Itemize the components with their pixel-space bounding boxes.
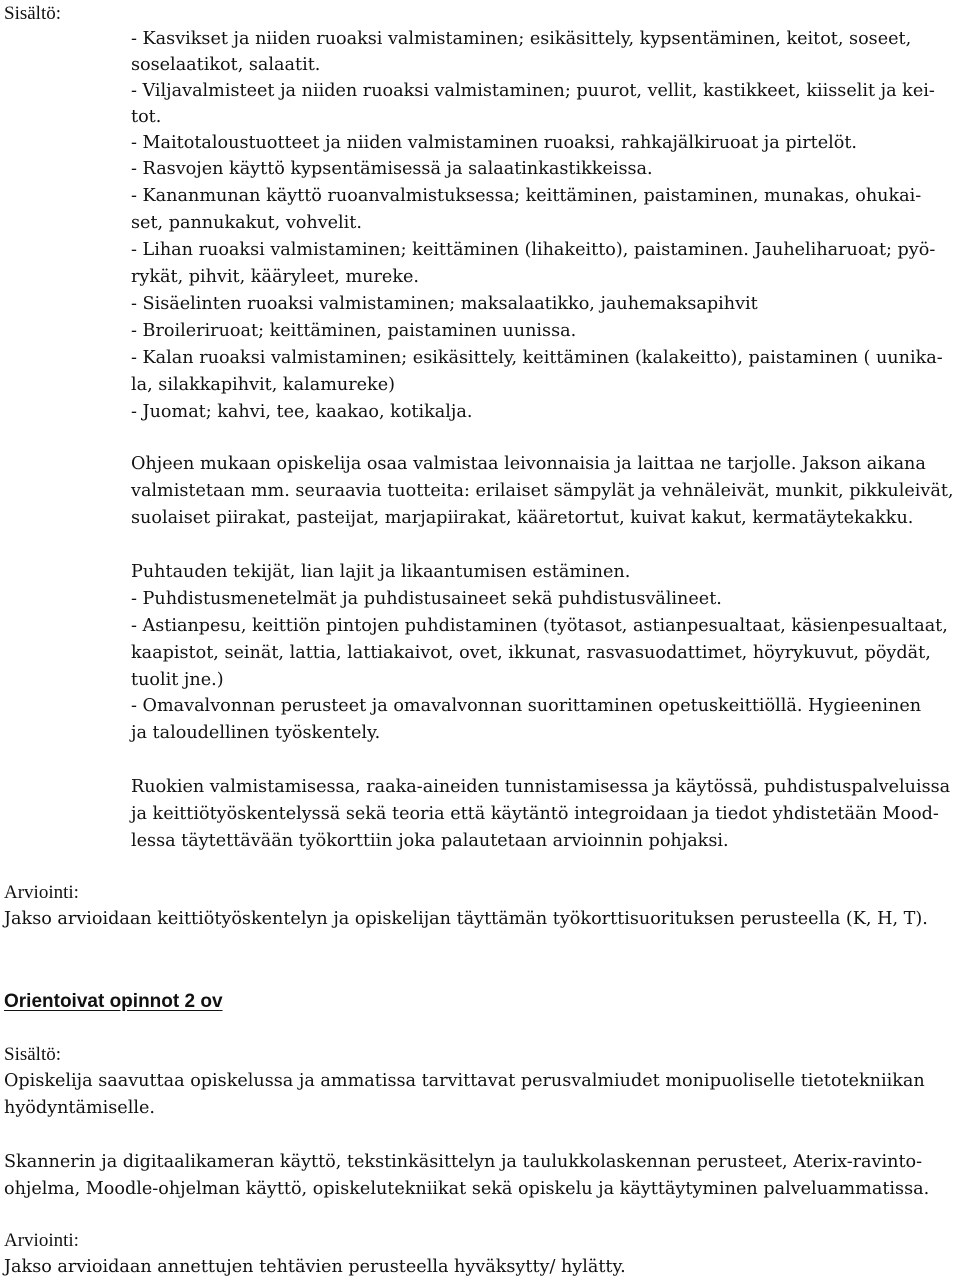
section1-line: - Sisäelinten ruoaksi valmistaminen; maksalaatikko, jauhemaksapihvit [131, 294, 758, 314]
section1-line: kaapistot, seinät, lattia, lattiakaivot, ovet, ikkunat, rasvasuodattimet, höyrykuvut, pöydät, [131, 643, 931, 663]
section1-line: set, pannukakut, vohvelit. [131, 213, 362, 233]
section1-line: - Kalan ruoaksi valmistaminen; esikäsittely, keittäminen (kalakeitto), paistaminen ( uunika- [131, 348, 943, 368]
section1-arviointi-label: Arviointi: [4, 882, 79, 903]
section1-line: Ruokien valmistamisessa, raaka-aineiden tunnistamisessa ja käytössä, puhdistuspalveluissa [131, 777, 951, 797]
section1-line: ja keittiötyöskentelyssä sekä teoria että käytäntö integroidaan ja tiedot yhdistetään Mood- [131, 804, 939, 824]
section1-line: - Lihan ruoaksi valmistaminen; keittäminen (lihakeitto), paistaminen. Jauheliharuoat; pyö- [131, 240, 936, 260]
section1-line: - Kananmunan käyttö ruoanvalmistuksessa; keittäminen, paistaminen, munakas, ohukai- [131, 186, 922, 206]
section1-arviointi-text: Jakso arvioidaan keittiötyöskentelyn ja opiskelijan täyttämän työkorttisuorituksen perusteella (K, H, T). [4, 909, 928, 929]
section1-line: - Maitotaloustuotteet ja niiden valmistaminen ruoaksi, rahkajälkiruoat ja pirtelöt. [131, 133, 857, 153]
section1-line: - Rasvojen käyttö kypsentämisessä ja salaatinkastikkeissa. [131, 159, 653, 179]
section1-line: tuolit jne.) [131, 670, 224, 690]
section1-line: - Kasvikset ja niiden ruoaksi valmistaminen; esikäsittely, kypsentäminen, keitot, soseet, [131, 29, 912, 49]
section1-line: Puhtauden tekijät, lian lajit ja likaantumisen estäminen. [131, 562, 631, 582]
section1-line: ja taloudellinen työskentely. [131, 723, 381, 743]
section1-line: - Omavalvonnan perusteet ja omavalvonnan suorittaminen opetuskeittiöllä. Hygieeninen [131, 696, 922, 716]
section1-line: lessa täytettävään työkorttiin joka palautetaan arvioinnin pohjaksi. [131, 831, 729, 851]
section1-line: - Broileriruoat; keittäminen, paistaminen uunissa. [131, 321, 577, 341]
section2-line: Opiskelija saavuttaa opiskelussa ja ammatissa tarvittavat perusvalmiudet monipuoliselle tietotekniikan [4, 1071, 925, 1091]
section1-line: - Viljavalmisteet ja niiden ruoaksi valmistaminen; puurot, vellit, kastikkeet, kiisselit ja kei- [131, 81, 935, 101]
section1-line: rykät, pihvit, kääryleet, mureke. [131, 267, 419, 287]
section2-sisalto-label: Sisältö: [4, 1044, 62, 1065]
section1-line: - Astianpesu, keittiön pintojen puhdistaminen (työtasot, astianpesualtaat, käsienpesualtaat, [131, 616, 948, 636]
section2-arviointi-label: Arviointi: [4, 1230, 79, 1251]
section1-line: tot. [131, 107, 162, 127]
section2-arviointi-text: Jakso arvioidaan annettujen tehtävien perusteella hyväksytty/ hylätty. [4, 1257, 626, 1277]
section1-line: valmistetaan mm. seuraavia tuotteita: erilaiset sämpylät ja vehnäleivät, munkit, pikkuleivät, [131, 481, 954, 501]
section1-line: la, silakkapihvit, kalamureke) [131, 375, 395, 395]
section2-line: ohjelma, Moodle-ohjelman käyttö, opiskelutekniikat sekä opiskelu ja käyttäytyminen palveluammatissa. [4, 1179, 930, 1199]
section1-line: - Juomat; kahvi, tee, kaakao, kotikalja. [131, 402, 473, 422]
section1-line: soselaatikot, salaatit. [131, 55, 321, 75]
section1-line: suolaiset piirakat, pasteijat, marjapiirakat, kääretortut, kuivat kakut, kermatäytekakku. [131, 508, 914, 528]
section2-line: Skannerin ja digitaalikameran käyttö, tekstinkäsittelyn ja taulukkolaskennan perusteet, Aterix-ravinto- [4, 1152, 923, 1172]
section2-heading: Orientoivat opinnot 2 ov [4, 991, 223, 1012]
section1-line: Ohjeen mukaan opiskelija osaa valmistaa leivonnaisia ja laittaa ne tarjolle. Jakson aikana [131, 454, 926, 474]
section1-line: - Puhdistusmenetelmät ja puhdistusaineet sekä puhdistusvälineet. [131, 589, 722, 609]
section1-sisalto-label: Sisältö: [4, 3, 62, 24]
section2-line: hyödyntämiselle. [4, 1098, 155, 1118]
